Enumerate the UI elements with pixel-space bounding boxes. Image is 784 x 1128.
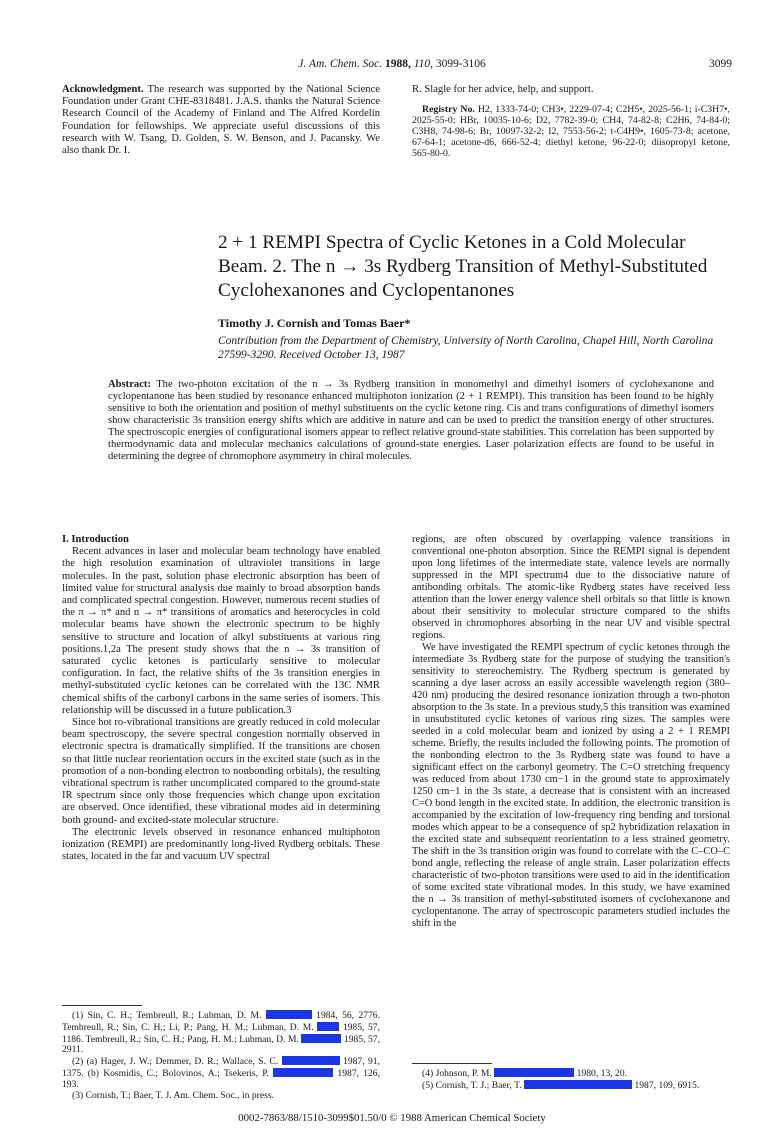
page-number: 3099 xyxy=(709,58,732,70)
footnote-2: (2) (a) Hager, J. W.; Demmer, D. R.; Wallace, S. C. 1987, 91, 1375. (b) Kosmidis, C.; Bolovinos, A.; Tsekeris, P. 1987, 126, 193. xyxy=(62,1056,380,1090)
acknowledgment xyxy=(62,84,380,157)
acknowledgment-continued: R. Slagle for her advice, help, and support. xyxy=(412,84,594,95)
acknowledgment-label: Acknowledgment. xyxy=(62,84,144,95)
footnote-4: (4) Johnson, P. M. 1980, 13, 20. xyxy=(422,1068,628,1079)
copyright-footer: 0002-7863/88/1510-3099$01.50/0 © 1988 American Chemical Society xyxy=(238,1112,546,1124)
intro-paragraph-r2: We have investigated the REMPI spectrum of cyclic ketones through the intermediate 3s Rydberg state for the purpose of studying the transition's sensitivity to stereochemistry. The Rydberg spectrum is generated by scanning a dye laser across an easily accessible wavelength region (380–420 nm) producing the desired resonance ionization through a two-photon absorption to the 3s state. In a previous study,5 this transition was examined in unsubstituted cyclic ketones of various ring sizes. The samples were seeded in a cold molecular beam and ionized by using a 2 + 1 REMPI scheme. Briefly, the results included the following points. The promotion of the nonbonding electron to the 3s Rydberg state was found to have a significant effect on the carbonyl geometry. The C=O stretching frequency was reduced from about 1730 cm−1 in the ground state to approximately 1250 cm−1 in the 3s state, a decrease that is consistent with an increased C=O bond length in the excited state. In addition, the electronic transition is accompanied by the excitation of low-frequency ring bending and torsional modes which appear to be a consequence of sp2 hybridization relaxation in the excited state and subsequent reorientation to a less strained geometry. The shift in the 3s transition origin was found to correlate with the C–CO–C bond angle, reflecting the release of angle strain. Laser polarization effects characteristic of two-photon transitions were used to aid in the identification of some excited state vibrational modes. In this study, we have examined the n → 3s transition of methyl-substituted isomers of cyclohexanone and cyclopentanone. The array of spectroscopic parameters studied includes the shift in the xyxy=(412,642,730,929)
acknowledgment-text: The research was supported by the National Science Foundation under Grant CHE-8318481. J.A.S. thanks the Natural Science Research Council of the Academy of Finland and The Alfred Kordelin Foundation for fellowships. We appreciate useful discussions of this research with W. Tsang, D. Golden, S. W. Benson, and J. Pacansky. We also thank Dr. I. xyxy=(62,84,380,157)
redaction-mark xyxy=(317,1022,339,1031)
registry-block xyxy=(412,84,730,159)
abstract-text: The two-photon excitation of the n → 3s Rydberg transition in monomethyl and dimethyl isomers of cyclohexanone and cyclopentanone has been studied by resonance enhanced multiphoton ionization (2 + 1 REMPI). This transition has been found to be highly sensitive to both the orientation and position of methyl substituents on the cyclic ketone ring. Cis and trans configurations of dimethyl isomers show characteristic 3s transition energy shifts which are additive in nature and can be used to predict the transition energy of other structures. The spectroscopic energies of configurational isomers appear to reflect relative ground-state stabilities. This correlation has been supported by thermodynamic data and molecular mechanics calculations of ground-state energies. Laser polarization effects are found to be useful in determining the degree of chromophore asymmetry in chiral molecules. xyxy=(108,379,714,462)
intro-paragraph-1: Recent advances in laser and molecular beam technology have enabled the high resolution examination of ultraviolet transitions in large molecules. In the past, solution phase electronic absorption has been of limited value for structural analysis due mainly to broad absorption bands and complicated spectral congestion. However, numerous recent studies of the π → π* and n → π* transitions of aromatics and heterocycles in cold molecular beams have shown the electronic spectrum to be highly sensitive to structure and location of alkyl substituents at various ring positions.1,2a The present study shows that the n → 3s transition of saturated cyclic ketones is particularly sensitive to molecular configuration. In fact, the relative shifts of the 3s transition energies in methyl-substituted cyclic ketones can be correlated with the 13C NMR chemical shifts of the carbonyl carbons in the same series of isomers. This relationship will be discussed in a future publication.3 xyxy=(62,546,380,716)
journal-name: J. Am. Chem. Soc. xyxy=(298,58,383,70)
redaction-mark xyxy=(282,1056,340,1065)
registry-text: H2, 1333-74-0; CH3•, 2229-07-4; C2H5•, 2025-56-1; i-C3H7•, 2025-55-0; HBr, 10035-10-6; D2, 7782-39-0; CH4, 74-82-8; C2H6, 74-84-0; C3H8, 74-98-6; Br, 10097-32-2; I2, 7553-56-2; t-C4H9•, 1605-73-8; acetone, 67-64-1; acetone-d6, 666-52-4; diethyl ketone, 96-22-0; diisopropyl ketone, 565-80-0. xyxy=(412,104,730,160)
redaction-mark xyxy=(524,1080,632,1089)
footnote-3: (3) Cornish, T.; Baer, T. J. Am. Chem. Soc., in press. xyxy=(72,1089,274,1101)
intro-paragraph-2: Since hot ro-vibrational transitions are greatly reduced in cold molecular beam spectroscopy, the severe spectral congestion normally observed in electronic spectra is dramatically simplified. If the transitions are chosen so that little nuclear reorientation occurs in the excited state (such as in the promotion of a non-bonding electron to nonbonding orbitals), the resulting vibrational spectrum is rather uncomplicated compared to the ground-state IR spectrum since only those frequencies which change upon excitation are observed. Once identified, these vibrational modes aid in determining both ground- and excited-state molecular structure. xyxy=(62,717,380,826)
section-heading: I. Introduction xyxy=(62,534,129,545)
redaction-mark xyxy=(273,1068,333,1077)
affiliation: Contribution from the Department of Chemistry, University of North Carolina, Chapel Hill, North Carolina 27599-3290. Received October 13, 1987 xyxy=(218,335,714,361)
footnote-rule-left xyxy=(62,1005,142,1006)
footnotes-right xyxy=(412,1068,730,1092)
journal-volume: 110, xyxy=(413,58,433,70)
right-column xyxy=(412,534,730,930)
journal-pages: 3099-3106 xyxy=(435,58,486,70)
authors: Timothy J. Cornish and Tomas Baer* xyxy=(218,316,411,330)
registry-label: Registry No. xyxy=(422,104,475,116)
intro-paragraph-r1: regions, are often obscured by overlapping valence transitions in conventional one-photon absorption. Since the REMPI signal is dependent upon long lifetimes of the intermediate state, valence levels are normally suppressed in the MPI spectrum4 due to the dissociative nature of antibonding orbitals. The atomic-like Rydberg states have received less attention than the lower energy valence shell orbitals so that little is known about their sensitivity to molecular structure compared to the shifts observed in chromophores absorbing in the near UV and visible spectral regions. xyxy=(412,534,730,641)
intro-paragraph-3: The electronic levels observed in resonance enhanced multiphoton ionization (REMPI) are predominantly long-lived Rydberg orbitals. These states, located in the far and vacuum UV spectral xyxy=(62,826,380,863)
footnote-rule-right xyxy=(412,1063,492,1064)
abstract xyxy=(108,379,714,463)
footnote-5: (5) Cornish, T. J.; Baer, T. 1987, 109, 6915. xyxy=(422,1079,700,1091)
footnotes-left xyxy=(62,1010,380,1101)
abstract-label: Abstract: xyxy=(108,379,151,390)
redaction-mark xyxy=(266,1010,312,1019)
journal-year: 1988, xyxy=(384,58,411,70)
left-column xyxy=(62,534,380,863)
redaction-mark xyxy=(301,1034,341,1043)
running-header xyxy=(0,58,784,70)
redaction-mark xyxy=(494,1068,574,1077)
article-title: 2 + 1 REMPI Spectra of Cyclic Ketones in a Cold Molecular Beam. 2. The n → 3s Rydberg Transition of Methyl-Substituted Cyclohexanones and Cyclopentanones xyxy=(218,232,708,301)
footnote-1: (1) Sin, C. H.; Tembreull, R.; Lubman, D. M. 1984, 56, 2776. Tembreull, R.; Sin, C. H.; Li, P.; Pang, H. M.; Lubman, D. M. 1985, 57, 1186. Tembreull, R.; Sin, C. H.; Pang, H. M.; Lubman, D. M. 1985, 57, 2911. xyxy=(62,1010,380,1056)
